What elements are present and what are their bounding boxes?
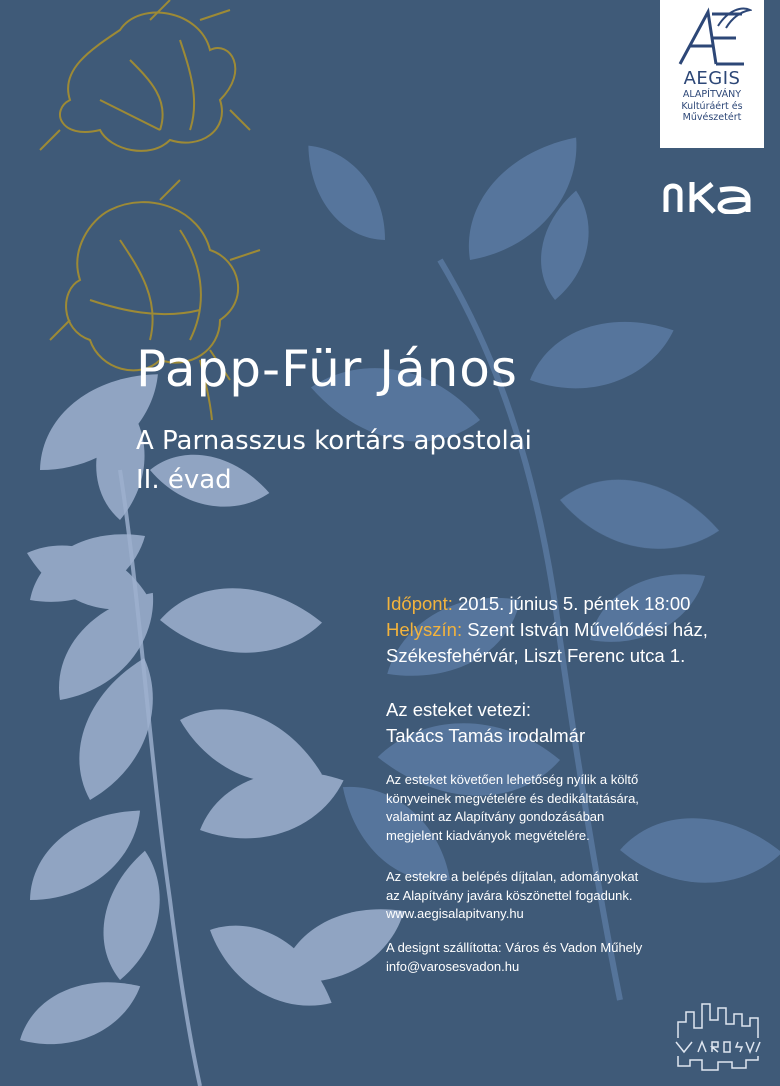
season-label: II. évad bbox=[136, 465, 232, 495]
aegis-mark-icon bbox=[672, 6, 752, 68]
aegis-subtitle-line: Művészetért bbox=[682, 112, 742, 123]
date-label: Időpont: bbox=[386, 593, 453, 614]
nka-logo bbox=[662, 180, 754, 214]
text-line: Az estekre a belépés díjtalan, adományokat bbox=[386, 869, 639, 884]
varos-vadon-logo bbox=[672, 998, 764, 1074]
purchase-info bbox=[386, 771, 639, 845]
text-line: A designt szállította: Város és Vadon Műhely bbox=[386, 940, 643, 955]
text-line: Az esteket követően lehetőség nyílik a költő bbox=[386, 772, 639, 787]
aegis-logo bbox=[660, 0, 764, 148]
aegis-name: AEGIS bbox=[683, 68, 741, 89]
aegis-subtitle-line: Kultúráért és bbox=[681, 100, 743, 112]
text-line: megjelent kiadványok megvételére. bbox=[386, 827, 590, 843]
date-value: 2015. június 5. péntek 18:00 bbox=[458, 593, 691, 614]
text-line: valamint az Alapítvány gondozásában bbox=[386, 809, 605, 824]
venue-value: Szent István Művelődési ház, bbox=[467, 619, 708, 640]
event-venue bbox=[386, 617, 708, 643]
venue-address: Székesfehérvár, Liszt Ferenc utca 1. bbox=[386, 645, 686, 666]
aegis-subtitle bbox=[660, 89, 764, 124]
design-credit bbox=[386, 939, 642, 976]
email-link[interactable]: info@varosesvadon.hu bbox=[386, 958, 520, 974]
venue-label: Helyszín: bbox=[386, 619, 463, 640]
host-label: Az esteket vetezi: bbox=[386, 699, 531, 720]
aegis-subtitle-line: ALAPÍTVÁNY bbox=[682, 89, 742, 100]
host-name: Takács Tamás irodalmár bbox=[386, 725, 586, 746]
admission-info bbox=[386, 868, 638, 924]
website-link[interactable]: www.aegisalapitvany.hu bbox=[386, 906, 524, 921]
left-foliage bbox=[10, 358, 417, 1055]
event-series-title: A Parnasszus kortárs apostolai bbox=[136, 426, 532, 456]
event-date bbox=[386, 591, 690, 617]
text-line: könyveinek megvételére és dedikáltatására, bbox=[386, 790, 639, 806]
text-line: az Alapítvány javára köszönettel fogadunk. bbox=[386, 887, 633, 903]
page-title: Papp-Für János bbox=[136, 340, 518, 398]
